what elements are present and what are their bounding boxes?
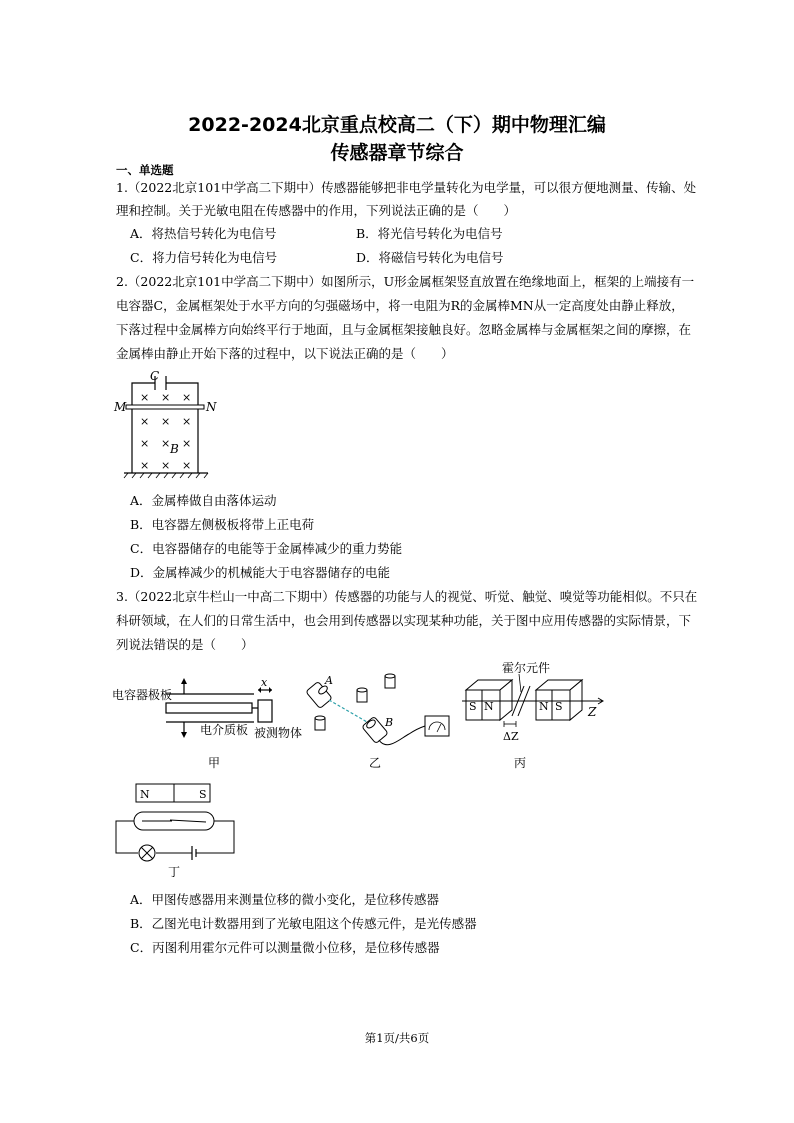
field-cross: × (161, 437, 171, 450)
q1-line-2: 理和控制。关于光敏电阻在传感器中的作用，下列说法正确的是（ ） (116, 203, 517, 218)
field-cross: × (182, 459, 192, 472)
label-s1: S (469, 700, 477, 713)
field-cross: × (182, 415, 192, 428)
field-cross: × (140, 415, 150, 428)
label-plate: 电容器极板 (112, 688, 173, 702)
q3-figure-bing (462, 658, 612, 772)
label-hall: 霍尔元件 (502, 661, 551, 675)
q2-option-d: D．金属棒减少的机械能大于电容器储存的电能 (130, 565, 391, 580)
q2-line-3: 下落过程中金属棒方向始终平行于地面，且与金属框架接触良好。忽略金属棒与金属框架之间的摩擦，在 (116, 322, 692, 337)
label-c: C (150, 369, 160, 383)
q3-figure-ding (112, 780, 242, 880)
q3-option-c: C．丙图利用霍尔元件可以测量微小位移，是位移传感器 (130, 940, 440, 955)
q2-line-1: 2.（2022北京101中学高二下期中）如图所示，U形金属框架竖直放置在绝缘地面上，框架的上端接有一 (116, 274, 695, 289)
label-n1: N (484, 700, 494, 713)
field-cross: × (182, 391, 192, 404)
label-a: A (325, 674, 333, 687)
section-heading: 一、单选题 (116, 163, 174, 177)
label-n: N (206, 400, 217, 414)
field-cross: × (161, 459, 171, 472)
page-title: 2022-2024北京重点校高二（下）期中物理汇编 (188, 114, 606, 136)
label-dz: ΔZ (503, 730, 519, 743)
label-z: Z (588, 705, 597, 719)
label-b: B (385, 716, 394, 729)
q2-figure-frame (110, 366, 220, 481)
q3-figure-yi (305, 668, 455, 772)
q3-line-3: 列说法错误的是（ ） (116, 637, 254, 652)
q3-option-b: B．乙图光电计数器用到了光敏电阻这个传感元件，是光传感器 (130, 916, 477, 931)
field-cross: × (140, 391, 150, 404)
q2-option-c: C．电容器储存的电能等于金属棒减少的重力势能 (130, 541, 403, 556)
q3-line-2: 科研领域，在人们的日常生活中，也会用到传感器以实现某种功能，关于图中应用传感器的实际情景，下 (116, 613, 692, 628)
q3-figure-jia (112, 672, 302, 772)
page-footer: 第1页/共6页 (364, 1031, 430, 1045)
field-cross: × (161, 415, 171, 428)
field-cross: × (140, 437, 150, 450)
q1-option-b: B．将光信号转化为电信号 (356, 226, 503, 241)
label-n2: N (539, 700, 549, 713)
q3-line-1: 3.（2022北京牛栏山一中高二下期中）传感器的功能与人的视觉、听觉、触觉、嗅觉等功能相似。不只在 (116, 589, 698, 604)
label-s2: S (555, 700, 563, 713)
q1-option-c: C．将力信号转化为电信号 (130, 250, 278, 265)
q2-line-4: 金属棒由静止开始下落的过程中，以下说法正确的是（ ） (116, 346, 454, 361)
label-n: N (140, 788, 150, 801)
page-subtitle: 传感器章节综合 (330, 142, 464, 164)
q2-line-2: 电容器C，金属框架处于水平方向的匀强磁场中，将一电阻为R的金属棒MN从一定高度处由静止释放， (116, 298, 684, 313)
label-b: B (170, 442, 179, 456)
caption-yi: 乙 (369, 756, 382, 770)
q2-option-a: A．金属棒做自由落体运动 (130, 493, 277, 508)
field-cross: × (140, 459, 150, 472)
q2-option-b: B．电容器左侧极板将带上正电荷 (130, 517, 315, 532)
q1-option-d: D．将磁信号转化为电信号 (356, 250, 504, 265)
caption-bing: 丙 (514, 756, 527, 770)
q3-option-a: A．甲图传感器用来测量位移的微小变化，是位移传感器 (130, 892, 440, 907)
q1-line-1: 1.（2022北京101中学高二下期中）传感器能够把非电学量转化为电学量，可以很方便地测量、传输、处 (116, 180, 697, 195)
field-cross: × (182, 437, 192, 450)
q1-option-a: A．将热信号转化为电信号 (130, 226, 277, 241)
label-object: 被测物体 (254, 726, 302, 740)
label-m: M (114, 400, 127, 414)
label-dielectric: 电介质板 (200, 723, 249, 737)
label-x: x (261, 676, 268, 689)
label-s: S (199, 788, 207, 801)
caption-jia: 甲 (208, 756, 221, 770)
caption-ding: 丁 (168, 865, 181, 879)
field-cross: × (161, 391, 171, 404)
